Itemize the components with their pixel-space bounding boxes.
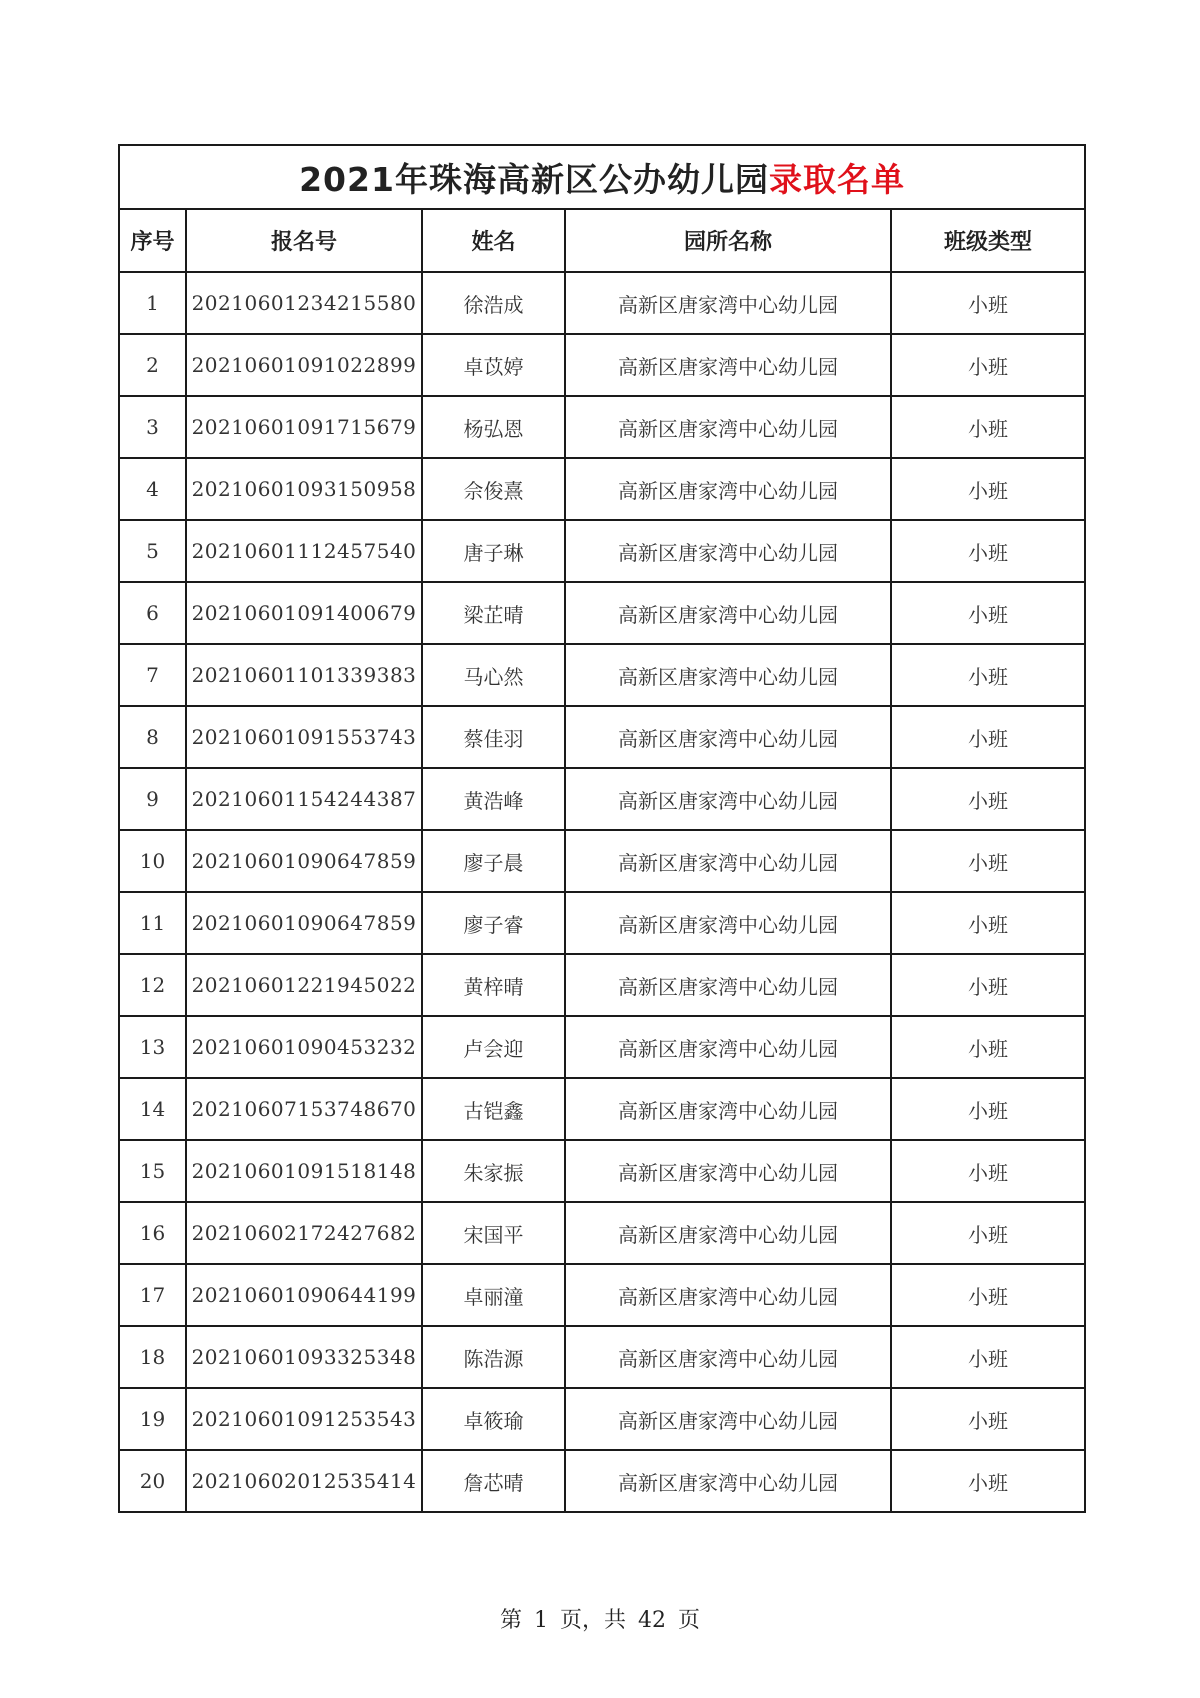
cell-class-type: 小班 bbox=[891, 1140, 1085, 1202]
cell-kindergarten: 高新区唐家湾中心幼儿园 bbox=[565, 644, 891, 706]
cell-name: 廖子晨 bbox=[422, 830, 565, 892]
cell-class-type: 小班 bbox=[891, 830, 1085, 892]
table-row bbox=[119, 1388, 1085, 1450]
cell-class-type: 小班 bbox=[891, 334, 1085, 396]
cell-kindergarten: 高新区唐家湾中心幼儿园 bbox=[565, 458, 891, 520]
cell-index: 15 bbox=[119, 1140, 186, 1202]
cell-name: 宋国平 bbox=[422, 1202, 565, 1264]
title-highlight: 录取名单 bbox=[768, 159, 905, 199]
cell-registration-number: 20210601090453232 bbox=[186, 1016, 422, 1078]
table-row bbox=[119, 1078, 1085, 1140]
cell-name: 卓丽潼 bbox=[422, 1264, 565, 1326]
footer-middle: 页，共 bbox=[559, 1608, 626, 1633]
cell-registration-number: 20210601091518148 bbox=[186, 1140, 422, 1202]
cell-registration-number: 20210601093150958 bbox=[186, 458, 422, 520]
cell-name: 唐子琳 bbox=[422, 520, 565, 582]
cell-registration-number: 20210601154244387 bbox=[186, 768, 422, 830]
admission-table bbox=[118, 144, 1086, 1513]
cell-index: 11 bbox=[119, 892, 186, 954]
cell-kindergarten: 高新区唐家湾中心幼儿园 bbox=[565, 582, 891, 644]
footer-total-pages: 42 bbox=[638, 1608, 666, 1633]
column-header-kindergarten: 园所名称 bbox=[565, 209, 891, 272]
table-row bbox=[119, 334, 1085, 396]
cell-kindergarten: 高新区唐家湾中心幼儿园 bbox=[565, 768, 891, 830]
cell-registration-number: 20210601234215580 bbox=[186, 272, 422, 334]
cell-class-type: 小班 bbox=[891, 1388, 1085, 1450]
cell-registration-number: 20210601091715679 bbox=[186, 396, 422, 458]
cell-registration-number: 20210601221945022 bbox=[186, 954, 422, 1016]
cell-class-type: 小班 bbox=[891, 396, 1085, 458]
cell-class-type: 小班 bbox=[891, 706, 1085, 768]
cell-class-type: 小班 bbox=[891, 1078, 1085, 1140]
cell-index: 19 bbox=[119, 1388, 186, 1450]
cell-kindergarten: 高新区唐家湾中心幼儿园 bbox=[565, 1388, 891, 1450]
cell-registration-number: 20210601090644199 bbox=[186, 1264, 422, 1326]
cell-index: 14 bbox=[119, 1078, 186, 1140]
cell-name: 黄梓晴 bbox=[422, 954, 565, 1016]
cell-name: 佘俊熹 bbox=[422, 458, 565, 520]
cell-index: 12 bbox=[119, 954, 186, 1016]
cell-kindergarten: 高新区唐家湾中心幼儿园 bbox=[565, 954, 891, 1016]
cell-kindergarten: 高新区唐家湾中心幼儿园 bbox=[565, 706, 891, 768]
cell-kindergarten: 高新区唐家湾中心幼儿园 bbox=[565, 272, 891, 334]
cell-class-type: 小班 bbox=[891, 1016, 1085, 1078]
cell-index: 7 bbox=[119, 644, 186, 706]
footer-prefix: 第 bbox=[499, 1608, 522, 1633]
cell-class-type: 小班 bbox=[891, 1202, 1085, 1264]
cell-class-type: 小班 bbox=[891, 768, 1085, 830]
cell-index: 17 bbox=[119, 1264, 186, 1326]
cell-index: 10 bbox=[119, 830, 186, 892]
cell-name: 黄浩峰 bbox=[422, 768, 565, 830]
table-row bbox=[119, 520, 1085, 582]
cell-registration-number: 20210602012535414 bbox=[186, 1450, 422, 1512]
cell-class-type: 小班 bbox=[891, 892, 1085, 954]
cell-registration-number: 20210607153748670 bbox=[186, 1078, 422, 1140]
title-main: 2021年珠海高新区公办幼儿园 bbox=[299, 159, 769, 199]
cell-kindergarten: 高新区唐家湾中心幼儿园 bbox=[565, 334, 891, 396]
table-body bbox=[119, 272, 1085, 1512]
cell-kindergarten: 高新区唐家湾中心幼儿园 bbox=[565, 1016, 891, 1078]
table-row bbox=[119, 892, 1085, 954]
cell-registration-number: 20210601112457540 bbox=[186, 520, 422, 582]
cell-index: 18 bbox=[119, 1326, 186, 1388]
table-row bbox=[119, 768, 1085, 830]
cell-class-type: 小班 bbox=[891, 458, 1085, 520]
cell-class-type: 小班 bbox=[891, 582, 1085, 644]
table-row bbox=[119, 458, 1085, 520]
cell-name: 卢会迎 bbox=[422, 1016, 565, 1078]
cell-index: 8 bbox=[119, 706, 186, 768]
cell-index: 5 bbox=[119, 520, 186, 582]
cell-kindergarten: 高新区唐家湾中心幼儿园 bbox=[565, 520, 891, 582]
cell-name: 廖子睿 bbox=[422, 892, 565, 954]
cell-name: 詹芯晴 bbox=[422, 1450, 565, 1512]
cell-index: 1 bbox=[119, 272, 186, 334]
cell-kindergarten: 高新区唐家湾中心幼儿园 bbox=[565, 1140, 891, 1202]
column-header-class-type: 班级类型 bbox=[891, 209, 1085, 272]
table-title bbox=[119, 145, 1085, 209]
table-row bbox=[119, 1326, 1085, 1388]
cell-registration-number: 20210601091553743 bbox=[186, 706, 422, 768]
cell-registration-number: 20210601093325348 bbox=[186, 1326, 422, 1388]
column-header-registration-number: 报名号 bbox=[186, 209, 422, 272]
cell-registration-number: 20210601101339383 bbox=[186, 644, 422, 706]
cell-kindergarten: 高新区唐家湾中心幼儿园 bbox=[565, 1450, 891, 1512]
cell-index: 2 bbox=[119, 334, 186, 396]
cell-registration-number: 20210601091400679 bbox=[186, 582, 422, 644]
cell-index: 16 bbox=[119, 1202, 186, 1264]
cell-kindergarten: 高新区唐家湾中心幼儿园 bbox=[565, 892, 891, 954]
cell-kindergarten: 高新区唐家湾中心幼儿园 bbox=[565, 830, 891, 892]
cell-class-type: 小班 bbox=[891, 520, 1085, 582]
cell-class-type: 小班 bbox=[891, 1450, 1085, 1512]
table-row bbox=[119, 1450, 1085, 1512]
cell-registration-number: 20210602172427682 bbox=[186, 1202, 422, 1264]
cell-index: 6 bbox=[119, 582, 186, 644]
cell-kindergarten: 高新区唐家湾中心幼儿园 bbox=[565, 1326, 891, 1388]
cell-index: 3 bbox=[119, 396, 186, 458]
cell-name: 杨弘恩 bbox=[422, 396, 565, 458]
cell-name: 马心然 bbox=[422, 644, 565, 706]
table-row bbox=[119, 830, 1085, 892]
table-row bbox=[119, 954, 1085, 1016]
cell-index: 9 bbox=[119, 768, 186, 830]
footer-current-page: 1 bbox=[533, 1608, 548, 1633]
cell-class-type: 小班 bbox=[891, 1264, 1085, 1326]
cell-registration-number: 20210601091022899 bbox=[186, 334, 422, 396]
cell-registration-number: 20210601090647859 bbox=[186, 892, 422, 954]
cell-name: 卓苡婷 bbox=[422, 334, 565, 396]
cell-name: 朱家振 bbox=[422, 1140, 565, 1202]
cell-index: 13 bbox=[119, 1016, 186, 1078]
cell-registration-number: 20210601091253543 bbox=[186, 1388, 422, 1450]
cell-class-type: 小班 bbox=[891, 272, 1085, 334]
table-row bbox=[119, 644, 1085, 706]
cell-kindergarten: 高新区唐家湾中心幼儿园 bbox=[565, 1264, 891, 1326]
cell-class-type: 小班 bbox=[891, 1326, 1085, 1388]
cell-kindergarten: 高新区唐家湾中心幼儿园 bbox=[565, 396, 891, 458]
table-row bbox=[119, 706, 1085, 768]
cell-kindergarten: 高新区唐家湾中心幼儿园 bbox=[565, 1202, 891, 1264]
column-header-index: 序号 bbox=[119, 209, 186, 272]
header-row bbox=[119, 209, 1085, 272]
cell-name: 梁芷晴 bbox=[422, 582, 565, 644]
table-row bbox=[119, 1016, 1085, 1078]
cell-class-type: 小班 bbox=[891, 954, 1085, 1016]
page-footer bbox=[0, 1603, 1200, 1634]
cell-registration-number: 20210601090647859 bbox=[186, 830, 422, 892]
cell-class-type: 小班 bbox=[891, 644, 1085, 706]
table-row bbox=[119, 582, 1085, 644]
cell-name: 卓筱瑜 bbox=[422, 1388, 565, 1450]
table-row bbox=[119, 396, 1085, 458]
table-row bbox=[119, 1202, 1085, 1264]
table-row bbox=[119, 1140, 1085, 1202]
cell-index: 20 bbox=[119, 1450, 186, 1512]
table-row bbox=[119, 1264, 1085, 1326]
cell-name: 徐浩成 bbox=[422, 272, 565, 334]
cell-name: 蔡佳羽 bbox=[422, 706, 565, 768]
cell-kindergarten: 高新区唐家湾中心幼儿园 bbox=[565, 1078, 891, 1140]
cell-name: 古铠鑫 bbox=[422, 1078, 565, 1140]
table-row bbox=[119, 272, 1085, 334]
cell-index: 4 bbox=[119, 458, 186, 520]
footer-suffix: 页 bbox=[678, 1608, 701, 1633]
cell-name: 陈浩源 bbox=[422, 1326, 565, 1388]
column-header-name: 姓名 bbox=[422, 209, 565, 272]
